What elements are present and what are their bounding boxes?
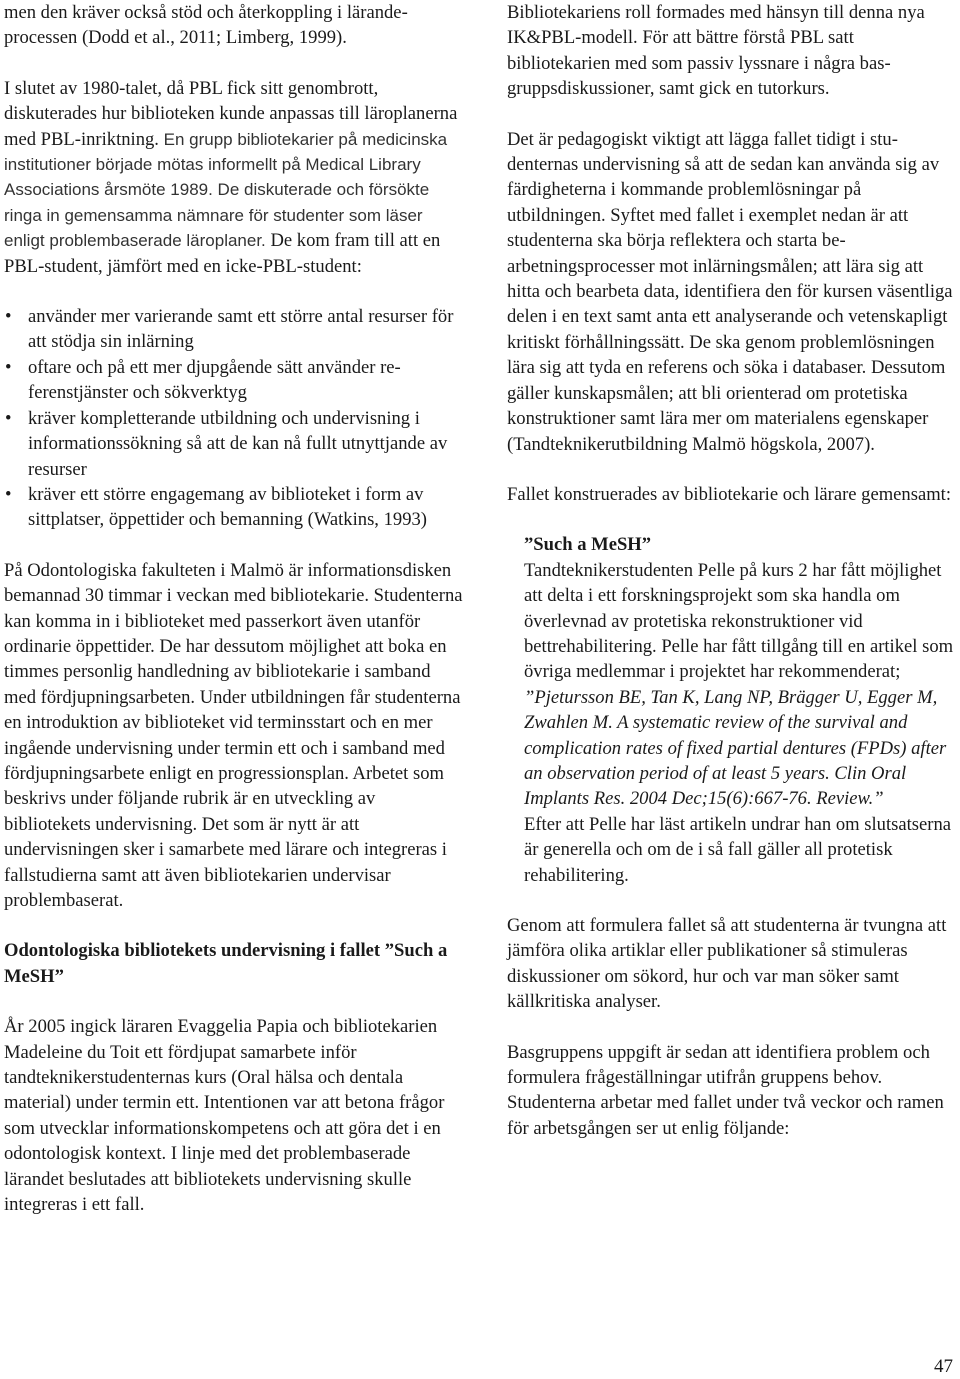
bullet-icon: • [5,306,12,328]
left-column [4,0,466,1217]
right-column [507,0,959,1141]
paragraph: Bibliotekariens roll formades med hänsyn till denna nya IK&PBL-modell. För att bättre förstå PBL satt bibliotekarien med som passiv lyssnare i några basgruppsdiskussioner, samt gick en tutorkurs. [507,2,925,100]
list-item [4,406,466,482]
paragraph: År 2005 ingick läraren Evaggelia Papia och bibliotekarien Madeleine du Toit ett fördjupat samarbete inför tandteknikerstudenternas kurs (Oral hälsa och dentala material) under termin ett. Intentionen var att betona frågor som utvecklar informationskompetens och att göra det i en odontologisk kontext. I linje med det problembaserade lärandet beslutades att bibliotekets undervisning skulle integreras i ett fall. [4,1016,445,1216]
list-item [4,304,466,355]
case-paragraph: Efter att Pelle har läst artikeln undrar han om slutsatserna är generella och om de i så fall gäller all protetisk rehabilitering. [524,813,951,886]
case-paragraph: Tandteknikerstudenten Pelle på kurs 2 har fått möjlighet att delta i ett forskningsprojekt som ska handla om överlevnad av protetiska rekonstruktioner vid bettrehabilitering. Pelle har fått tillgång till en artikel som övriga medlemmar i projektet har rekommenderat; [524,559,954,683]
case-title: ”Such a MeSH” [524,534,652,556]
paragraph: På Odontologiska fakulteten i Malmö är informationsdisken bemannad 30 timmar i veckan med bibliotekarie. Studenterna kan komma in i biblioteket med passerkort även utanför ordinarie öppettider. De har dessutom möjlighet att boka en timmes personlig handledning av bibliotekarie i samband med fördjupningsarbeten. Under utbildningen får studenterna en introduktion av biblioteket vid terminsstart och en mer ingående undervisning under termin ett och i samband med fördjupningsarbete enligt en progressionsplan. Arbetet som beskrivs under följande rubrik är en utveckling av bibliotekets undervisning. Det som är nytt är att undervisningen sker i samarbete med lärare och integreras i fallstudierna samt att även bibliotekarien undervisar problembaserat. [4,559,463,911]
bullet-list [4,304,466,533]
case-box [524,532,959,888]
paragraph-text-sans: En grupp bibliotekarier på medicinska institutioner började mötas informellt på Medical Library Associations årsmöte 1989. De diskuterade och försökte ringa in gemensamma nämnare för studenter som läser enligt problembaserade läroplaner. [4,129,448,251]
paragraph: Fallet konstruerades av bibliotekarie och lärare gemensamt: [507,483,952,505]
bullet-icon: • [5,407,12,429]
bullet-icon: • [5,356,12,378]
paragraph: Genom att formulera fallet så att studenterna är tvungna att jämföra olika artiklar eller publikationer så stimuleras diskussioner om sökord, hur och var man söker samt källkritiska analyser. [507,915,947,1013]
case-citation: ”Pjetursson BE, Tan K, Lang NP, Brägger U, Egger M, Zwahlen M. A systematic review of the survival and complication rates of fixed partial dentures (FPDs) after an observation period of at least 5 years. Clin Oral Implants Res. 2004 Dec;15(6):667-76. Review.” [524,686,947,810]
paragraph: Det är pedagogiskt viktigt att lägga fallet tidigt i studenternas undervisning så att de sedan kan använda sig av färdigheterna i kommande problemlösningar på utbildningen. Syftet med fallet i exemplet nedan är att studenterna ska börja reflektera och starta bearbetningsprocesser mot inlärningsmålen; att lära sig att hitta och bearbeta data, identifiera den för kursen väsentliga delen i en text samt anta ett analyserande och vetenskapligt kritiskt förhållningssätt. De ska genom problemlösningen lära sig att tyda en referens och söka i databaser. Dessutom gäller kunskapsmålen; att bli orienterad om protetiska konstruktioner samt lära mer om materialens egenskaper (Tandteknikerutbildning Malmö högskola, 2007). [507,128,953,455]
page-number: 47 [934,1356,953,1377]
paragraph: Basgruppens uppgift är sedan att identifiera problem och formulera frågeställningar utifrån gruppens behov. Studenterna arbetar med fallet under två veckor och ramen för arbetsgången ser ut enlig följande: [507,1041,944,1139]
list-item-text: kräver ett större engagemang av biblioteket i form av sittplatser, öppettider och bemanning (Watkins, 1993) [28,483,427,531]
section-heading: Odontologiska bibliotekets undervisning i fallet ”Such a MeSH” [4,940,448,987]
list-item-text: använder mer varierande samt ett större antal resurser för att stödja sin inlärning [28,306,454,353]
list-item [4,355,466,406]
paragraph-text: I slutet av 1980-talet, då PBL fick sitt genombrott, diskuterades hur biblioteken kunde anpassas till läroplanerna med PBL-inriktning. [4,77,458,150]
paragraph [4,76,466,279]
list-item-text: oftare och på ett mer djupgående sätt använder referenstjänster och sökverktyg [28,356,401,404]
bullet-icon: • [5,483,12,505]
list-item [4,482,466,533]
list-item-text: kräver kompletterande utbildning och undervisning i informationssökning så att de kan nå fullt utnyttjande av resurser [28,407,448,480]
paragraph-text: De kom fram till att en PBL-student, jämfört med en icke-PBL-student: [4,230,441,277]
paragraph: men den kräver också stöd och återkoppling i lärandeprocessen (Dodd et al., 2011; Limberg, 1999). [4,2,408,49]
